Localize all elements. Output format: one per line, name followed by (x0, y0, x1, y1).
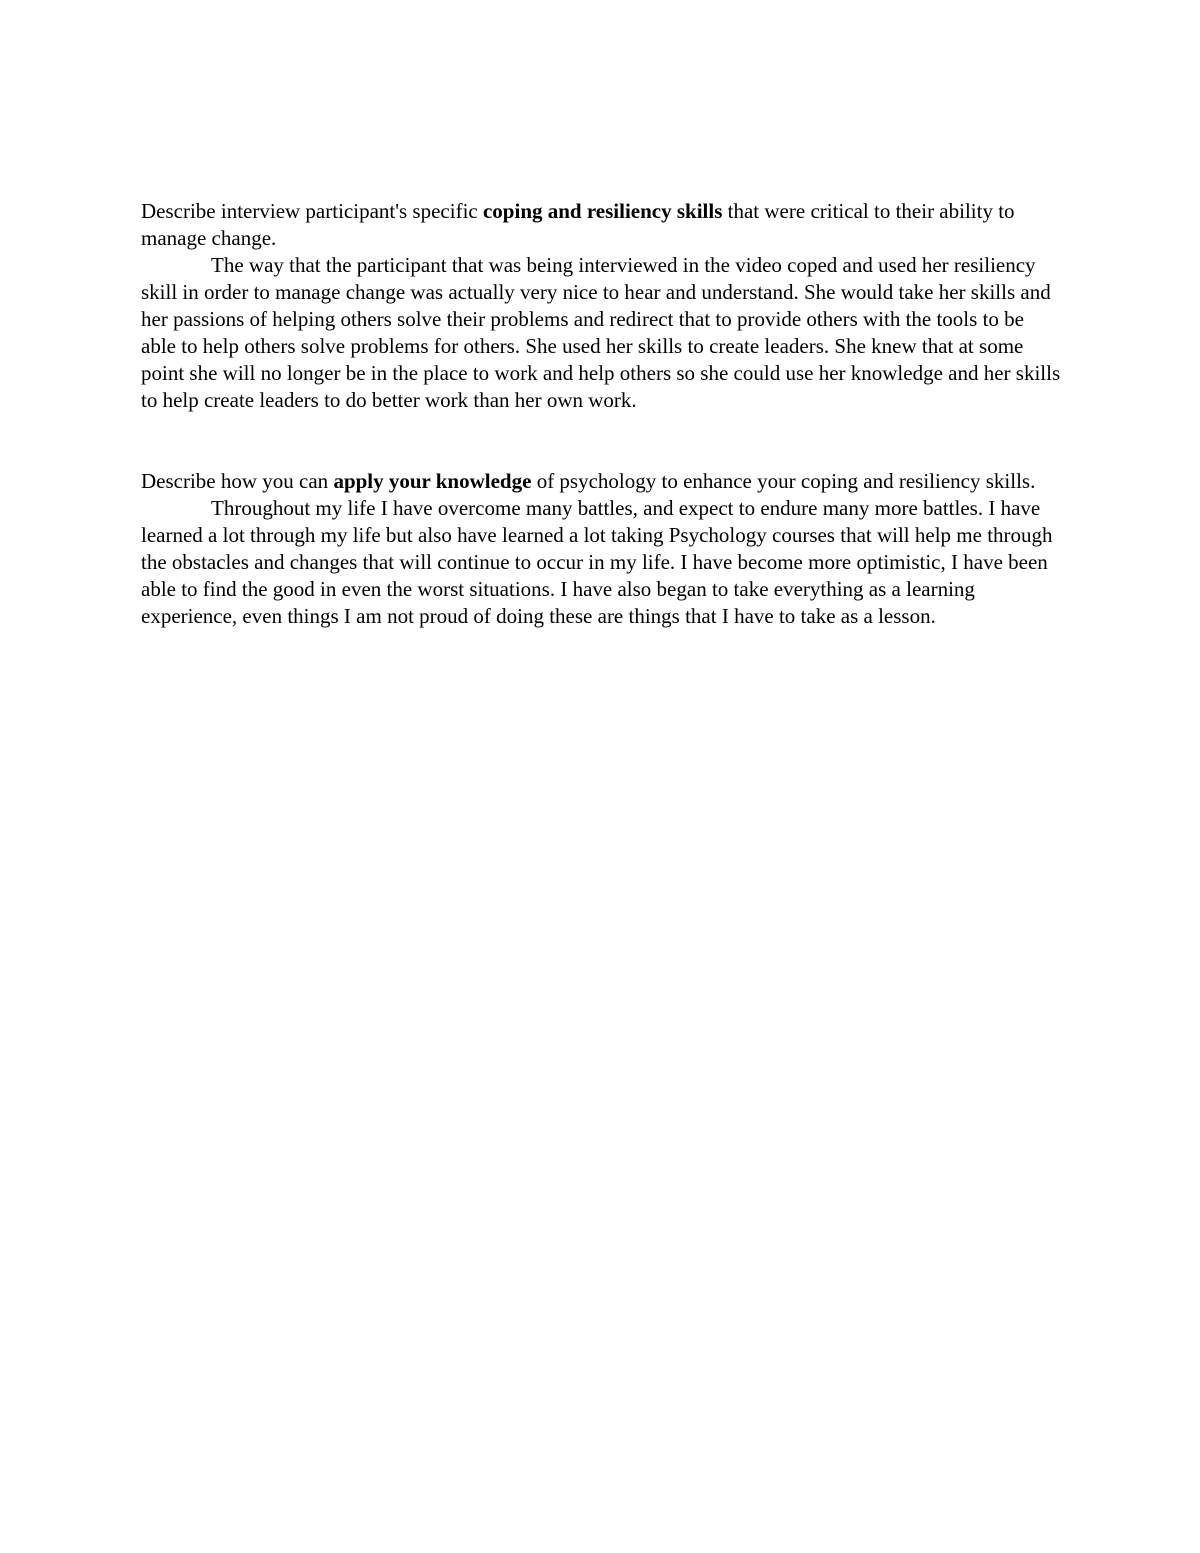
question-1-bold-phrase: coping and resiliency skills (482, 199, 723, 223)
answer-2: Throughout my life I have overcome many battles, and expect to endure many more battles. I have learned a lot through my life but also have learned a lot taking Psychology courses that will help me through the obstacles and changes that will continue to occur in my life. I have become more optimistic, I have been able to find the good in even the worst situations. I have also began to take everything as a learning experience, even things I am not proud of doing these are things that I have to take as a lesson. (141, 496, 1053, 628)
question-1 (141, 198, 1061, 252)
question-1-text-after: that were critical to their ability to manage change. (141, 199, 1015, 250)
question-1-text-before: Describe interview participant's specific (141, 199, 483, 223)
question-2 (141, 468, 1061, 495)
section-spacer (141, 414, 1061, 468)
answer-1: The way that the participant that was being interviewed in the video coped and used her resiliency skill in order to manage change was actually very nice to hear and understand. She would take her skills and her passions of helping others solve their problems and redirect that to provide others with the tools to be able to help others solve problems for others. She used her skills to create leaders. She knew that at some point she will no longer be in the place to work and help others so she could use her knowledge and her skills to help create leaders to do better work than her own work. (141, 253, 1061, 412)
question-2-bold-phrase: apply your knowledge (333, 469, 532, 493)
document-body (141, 198, 1061, 630)
question-2-text-before: Describe how you can (141, 469, 334, 493)
question-2-text-after: of psychology to enhance your coping and resiliency skills. (531, 469, 1036, 493)
